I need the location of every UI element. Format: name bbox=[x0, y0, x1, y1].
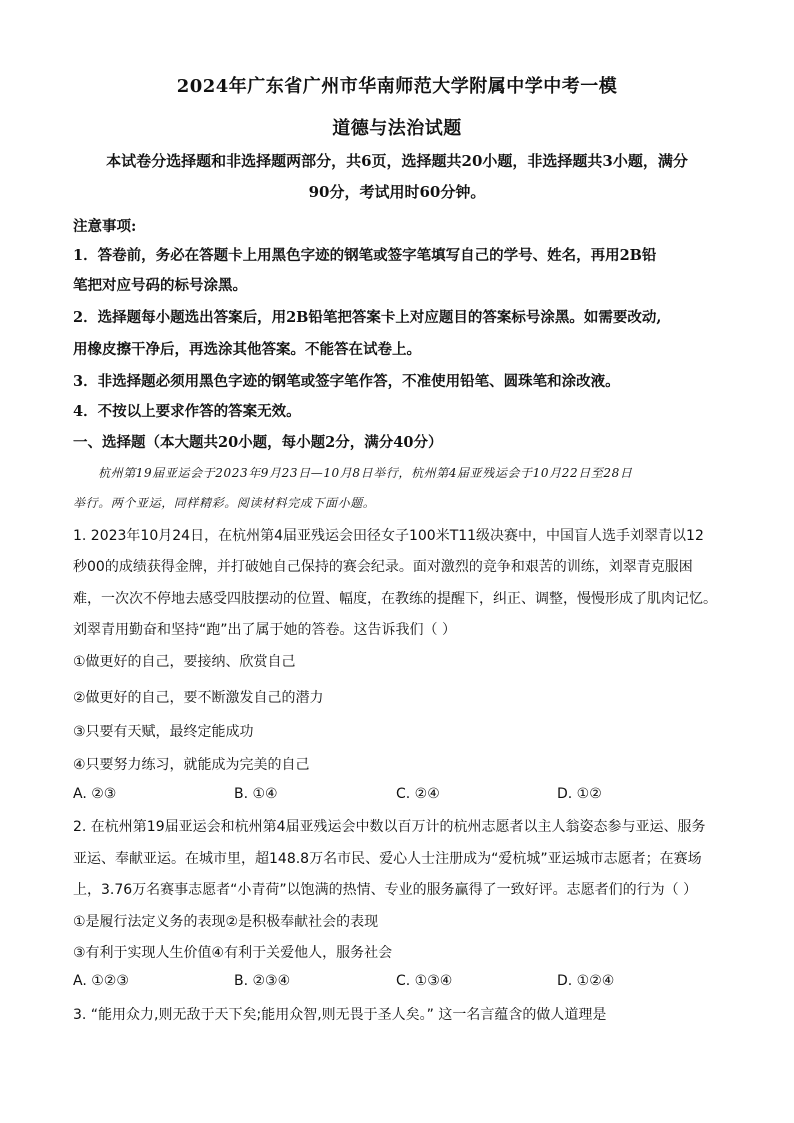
question-1-option-c: C. ②④ bbox=[396, 786, 440, 802]
question-1-text: 刘翠青用勤奋和坚持“跑”出了属于她的答卷。这告诉我们（ ） bbox=[73, 622, 456, 638]
notes-line: 4．不按以上要求作答的答案无效。 bbox=[73, 403, 301, 420]
question-1-text: 1. 2023年10月24日，在杭州第4届亚残运会田径女子100米T11级决赛中，中国盲人选手刘翠青以12 bbox=[73, 528, 704, 544]
question-1-text: 难，一次次不停地去感受四肢摆动的位置、幅度，在教练的提醒下，纠正、调整，慢慢形成了肌肉记忆。 bbox=[73, 591, 717, 607]
exam-subject-title: 道德与法治试题 bbox=[332, 118, 462, 139]
exam-intro-line-2: 90分，考试用时60分钟。 bbox=[308, 183, 486, 201]
question-3-text: 3. “能用众力,则无敌于天下矣;能用众智,则无畏于圣人矣。” 这一名言蕴含的做人道理是 bbox=[73, 1007, 607, 1023]
exam-title: 2024年广东省广州市华南师范大学附属中学中考一模 bbox=[176, 76, 618, 97]
question-1-statement: ③只要有天赋，最终定能成功 bbox=[73, 724, 254, 740]
question-1-statement: ①做更好的自己，要接纳、欣赏自己 bbox=[73, 654, 296, 670]
notes-heading: 注意事项: bbox=[73, 218, 137, 235]
question-2-text: 亚运、奉献亚运。在城市里，超148.8万名市民、爱心人士注册成为“爱杭城”亚运城市志愿者；在赛场 bbox=[73, 851, 702, 867]
notes-line: 2．选择题每小题选出答案后，用2B铅笔把答案卡上对应题目的答案标号涂黑。如需要改动, bbox=[73, 309, 662, 326]
notes-line: 笔把对应号码的标号涂黑。 bbox=[73, 277, 247, 294]
question-2-option-a: A. ①②③ bbox=[73, 973, 129, 989]
question-1-option-b: B. ①④ bbox=[234, 786, 278, 802]
section-heading: 一、选择题（本大题共20小题，每小题2分，满分40分） bbox=[73, 434, 443, 451]
question-2-text: 上，3.76万名赛事志愿者“小青荷”以饱满的热情、专业的服务赢得了一致好评。志愿者们的行为（ ） bbox=[73, 882, 698, 898]
material-line-1: 杭州第19届亚运会于2023年9月23日—10月8日举行，杭州第4届亚残运会于10月22日至28日 bbox=[98, 466, 633, 480]
question-2-statement: ①是履行法定义务的表现②是积极奉献社会的表现 bbox=[73, 914, 379, 930]
question-1-text: 秒00的成绩获得金牌，并打破她自己保持的赛会纪录。面对激烈的竞争和艰苦的训练，刘翠青克服困 bbox=[73, 559, 693, 575]
question-2-option-b: B. ②③④ bbox=[234, 973, 291, 989]
notes-line: 1．答卷前，务必在答题卡上用黑色字迹的钢笔或签字笔填写自己的学号、姓名，再用2B铅 bbox=[73, 247, 657, 264]
notes-line: 用橡皮擦干净后，再选涂其他答案。不能答在试卷上。 bbox=[73, 341, 421, 358]
question-1-statement: ②做更好的自己，要不断激发自己的潜力 bbox=[73, 690, 324, 706]
question-1-option-d: D. ①② bbox=[557, 786, 602, 802]
question-1-statement: ④只要努力练习，就能成为完美的自己 bbox=[73, 757, 310, 773]
exam-intro-line-1: 本试卷分选择题和非选择题两部分，共6页，选择题共20小题，非选择题共3小题，满分 bbox=[106, 152, 688, 170]
question-2-option-c: C. ①③④ bbox=[396, 973, 453, 989]
question-2-option-d: D. ①②④ bbox=[557, 973, 615, 989]
question-2-statement: ③有利于实现人生价值④有利于关爱他人，服务社会 bbox=[73, 945, 393, 961]
material-line-2: 举行。两个亚运，同样精彩。阅读材料完成下面小题。 bbox=[73, 496, 376, 510]
question-1-option-a: A. ②③ bbox=[73, 786, 117, 802]
question-2-text: 2. 在杭州第19届亚运会和杭州第4届亚残运会中数以百万计的杭州志愿者以主人翁姿态参与亚运、服务 bbox=[73, 819, 706, 835]
notes-line: 3．非选择题必须用黑色字迹的钢笔或签字笔作答，不准使用铅笔、圆珠笔和涂改液。 bbox=[73, 373, 620, 390]
